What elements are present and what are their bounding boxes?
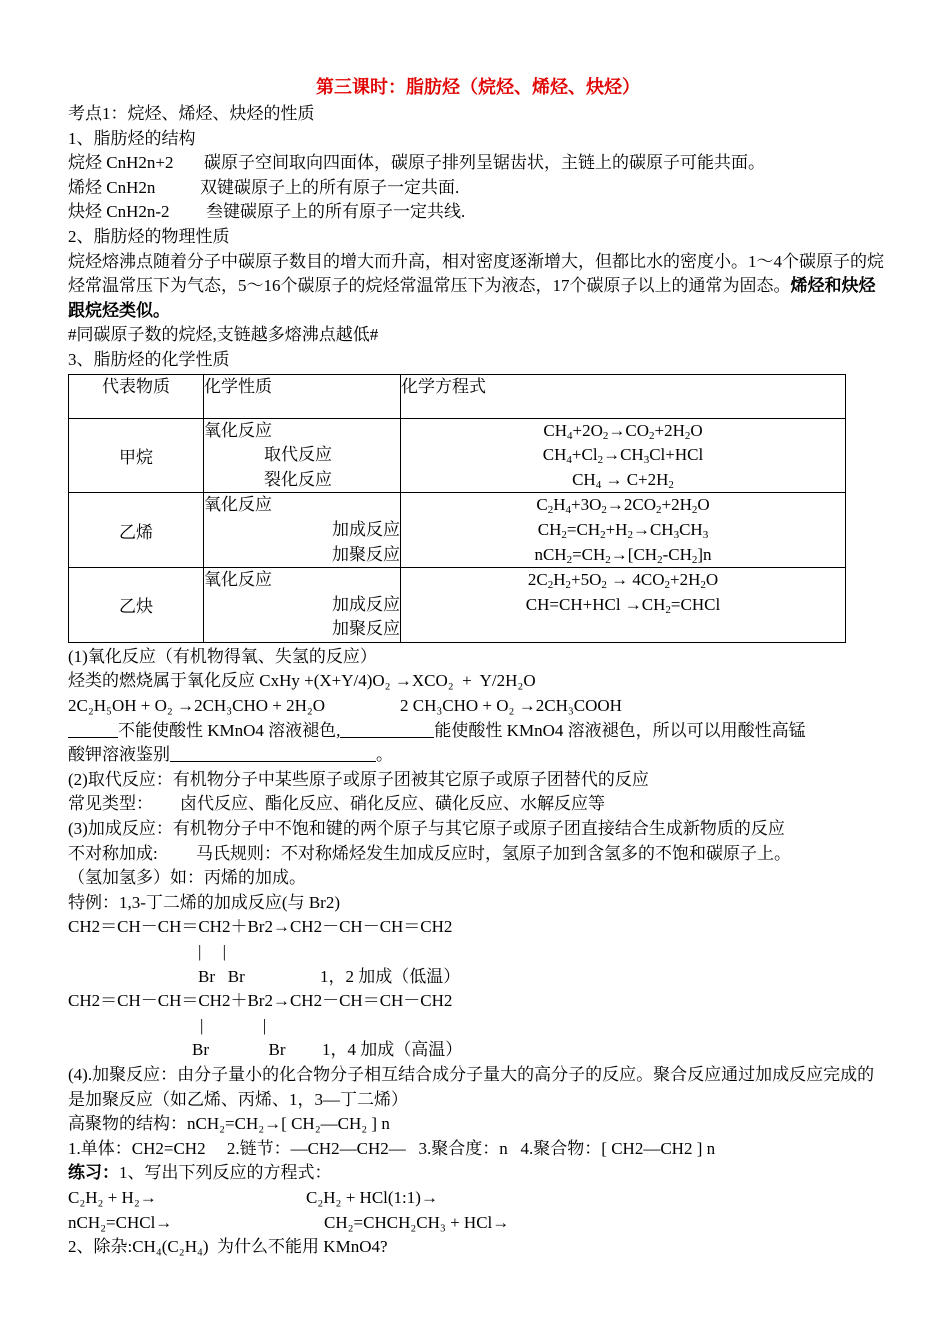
structure-name: 炔烃 CnH2n-2 (68, 202, 170, 222)
equation: $CH=CH+HCl \to CH_2=CHCl$ (525, 594, 721, 616)
condition-label: 1，2 加成（低温） (320, 966, 461, 986)
substance-cell (69, 568, 204, 643)
equation: 2C₂H₅OH + O₂ →2CH₃CHO + 2H₂O (68, 696, 326, 716)
bond-bars-2: | | (200, 1015, 267, 1035)
equation: $CH_2=CH_2+H_2\to CH_3CH_3$ (537, 519, 709, 541)
reaction: C₂H₂ + HCl(1:1)→ (306, 1187, 438, 1207)
property-cell (204, 493, 401, 568)
condition-label: 1，4 加成（高温） (322, 1040, 463, 1060)
sec2-heading: 2、脂肪烃的物理性质 (68, 226, 230, 246)
equation: $2C_2H_2+5O_2 \to 4CO_2+2H_2O$ (527, 570, 719, 592)
structure-row-alkene (68, 176, 888, 201)
asym-text: 马氏规则：不对称烯烃发生加成反应时，氢原子加到含氢多的不饱和碳原子上。 (196, 843, 791, 863)
property-item: 氧化反应 (204, 495, 272, 515)
property-item: 加成反应 (332, 519, 400, 539)
bond-bars-1: | | (198, 942, 227, 961)
oxidation-heading: (1)氧化反应（有机物得氧、失氢的反应） (68, 646, 377, 666)
equation: $nCH_2=CH_2\to[CH_2-CH_2]n$ (534, 544, 712, 566)
types-text: 卤代反应、酯化反应、硝化反应、磺化反应、水解反应等 (180, 794, 605, 814)
bromine-labels: Br Br (192, 1040, 286, 1060)
addition-heading: (3)加成反应：有机物分子中不饱和键的两个原子与其它原子或原子团直接结合生成新物质的反应 (68, 819, 785, 839)
equation: 2 CH₃CHO + O₂ →2CH₃COOH (400, 696, 622, 716)
bromine-row-1 (68, 965, 888, 990)
equation: $CH_4 \to C+2H_2$ (572, 469, 674, 491)
equation-cell (401, 418, 846, 493)
equation: $CH_4+2O_2\to CO_2+2H_2O$ (543, 420, 703, 442)
practice-reactions-1 (68, 1186, 888, 1211)
kmno4-text: 不能使酸性 KMnO4 溶液褪色, (118, 720, 341, 740)
equation: $CH_4+Cl_2\to CH_3Cl+HCl$ (542, 445, 704, 467)
polymer-structure: 高聚物的结构：nCH₂=CH₂→[ CH₂—CH₂ ] n (68, 1114, 390, 1134)
kmno4-text: 酸钾溶液鉴别 (68, 745, 170, 765)
equation-cell (401, 568, 846, 643)
asym-label: 不对称加成: (68, 843, 158, 863)
bromine-labels: Br Br (198, 966, 245, 986)
physical-note: #同碳原子数的烷烃,支链越多熔沸点越低# (68, 325, 379, 345)
structure-row-alkyne (68, 200, 888, 225)
answer-blank[interactable] (340, 719, 434, 738)
table-header (69, 374, 204, 418)
types-label: 常见类型： (68, 794, 153, 814)
physical-text: 烷烃熔沸点随着分子中碳原子数目的增大而升高，相对密度逐渐增大，但都比水的密度小。1～4个碳原子的烷烃常温常压下为气态，5～16个碳原子的烷烃常温常压下为液态，17个碳原子以上的通常为固态。 (68, 251, 884, 296)
asymmetric-addition (68, 842, 888, 867)
physical-paragraph (68, 250, 888, 324)
butadiene-eq-1: CH2＝CH－CH＝CH2＋Br2→CH2－CH－CH＝CH2 (68, 917, 453, 937)
property-item: 加聚反应 (332, 544, 400, 564)
table-row (69, 418, 846, 493)
substance-cell (69, 493, 204, 568)
reaction: CH₂=CHCH₂CH₃ + HCl→ (324, 1212, 510, 1232)
substance-name: 甲烷 (119, 447, 153, 467)
equation (401, 617, 845, 642)
practice-label: 练习： (68, 1163, 119, 1183)
property-item: 加成反应 (332, 594, 400, 614)
special-case: 特例：1,3-丁二烯的加成反应(与 Br2) (68, 892, 340, 912)
physical-bold-text: 烯烃和炔烃跟烷烃类似。 (68, 276, 876, 320)
property-cell (204, 568, 401, 643)
table-header (401, 374, 846, 418)
punctuation: 。 (376, 745, 393, 765)
sec3-heading: 3、脂肪烃的化学性质 (68, 349, 230, 369)
document-page (68, 72, 888, 1260)
mnemonic: （氢加氢多）如：丙烯的加成。 (68, 868, 306, 888)
oxidation-equations (68, 694, 888, 719)
equation-cell (401, 493, 846, 568)
butadiene-eq-2: CH2＝CH－CH＝CH2＋Br2→CH2－CH＝CH－CH2 (68, 991, 453, 1011)
substance-name: 乙烯 (119, 522, 153, 542)
property-item: 取代反应 (264, 445, 332, 465)
substance-cell (69, 418, 204, 493)
answer-blank[interactable] (68, 719, 118, 738)
structure-row-alkane (68, 151, 888, 176)
kaodian-heading: 考点1：烷烃、烯烃、炔烃的性质 (68, 104, 315, 123)
kmno4-text: 能使酸性 KMnO4 溶液褪色，所以可以用酸性高锰 (434, 720, 806, 740)
substitution-heading: (2)取代反应：有机物分子中某些原子或原子团被其它原子或原子团替代的反应 (68, 769, 649, 789)
table-row (69, 493, 846, 568)
sec1-heading: 1、脂肪烃的结构 (68, 128, 196, 148)
polymer-heading: (4).加聚反应：由分子量小的化合物分子相互结合成分子量大的高分子的反应。聚合反应通过加成反应完成的是加聚反应（如乙烯、丙烯、1，3—丁二烯） (68, 1064, 875, 1109)
substitution-types (68, 792, 888, 817)
property-item: 氧化反应 (204, 570, 272, 590)
property-item: 裂化反应 (264, 469, 332, 489)
table-header (204, 374, 401, 418)
page-title: 第三课时：脂肪烃（烷烃、烯烃、炔烃） (316, 77, 640, 97)
reaction: nCH₂=CHCl→ (68, 1212, 173, 1232)
substance-name: 乙炔 (119, 597, 153, 617)
chemistry-table (68, 374, 846, 643)
property-item: 氧化反应 (204, 420, 272, 440)
bromine-row-2 (68, 1038, 888, 1063)
practice-line (68, 1161, 888, 1186)
property-item: 加聚反应 (332, 619, 400, 639)
structure-name: 烷烃 CnH2n+2 (68, 153, 174, 173)
structure-name: 烯烃 CnH2n (68, 177, 156, 197)
equation: $C_2H_4+3O_2\to 2CO_2+2H_2O$ (536, 495, 710, 517)
practice-reactions-2 (68, 1211, 888, 1236)
structure-desc: 双键碳原子上的所有原子一定共面. (200, 177, 460, 197)
answer-blank[interactable] (170, 743, 376, 762)
reaction: C₂H₂ + H₂→ (68, 1187, 157, 1207)
practice-question-2: 2、除杂:CH₄(C₂H₄) 为什么不能用 KMnO4? (68, 1237, 388, 1257)
header-text: 代表物质 (102, 376, 170, 396)
practice-question: 1、写出下列反应的方程式： (119, 1163, 332, 1183)
kmno4-line-2 (68, 743, 888, 768)
polymer-definitions: 1.单体：CH2=CH2 2.链节：—CH2—CH2— 3.聚合度：n 4.聚合物：[ CH2—CH2 ] n (68, 1138, 716, 1158)
header-text: 化学方程式 (401, 376, 486, 396)
table-row (69, 568, 846, 643)
header-text: 化学性质 (204, 376, 272, 396)
structure-desc: 碳原子空间取向四面体，碳原子排列呈锯齿状，主链上的碳原子可能共面。 (204, 153, 765, 173)
table-header-row (69, 374, 846, 418)
structure-desc: 叁键碳原子上的所有原子一定共线. (206, 202, 466, 222)
kmno4-line (68, 719, 888, 744)
property-cell (204, 418, 401, 493)
oxidation-combustion: 烃类的燃烧属于氧化反应 CxHy +(X+Y/4)O₂ →XCO₂ + Y/2H₂O (68, 671, 536, 691)
